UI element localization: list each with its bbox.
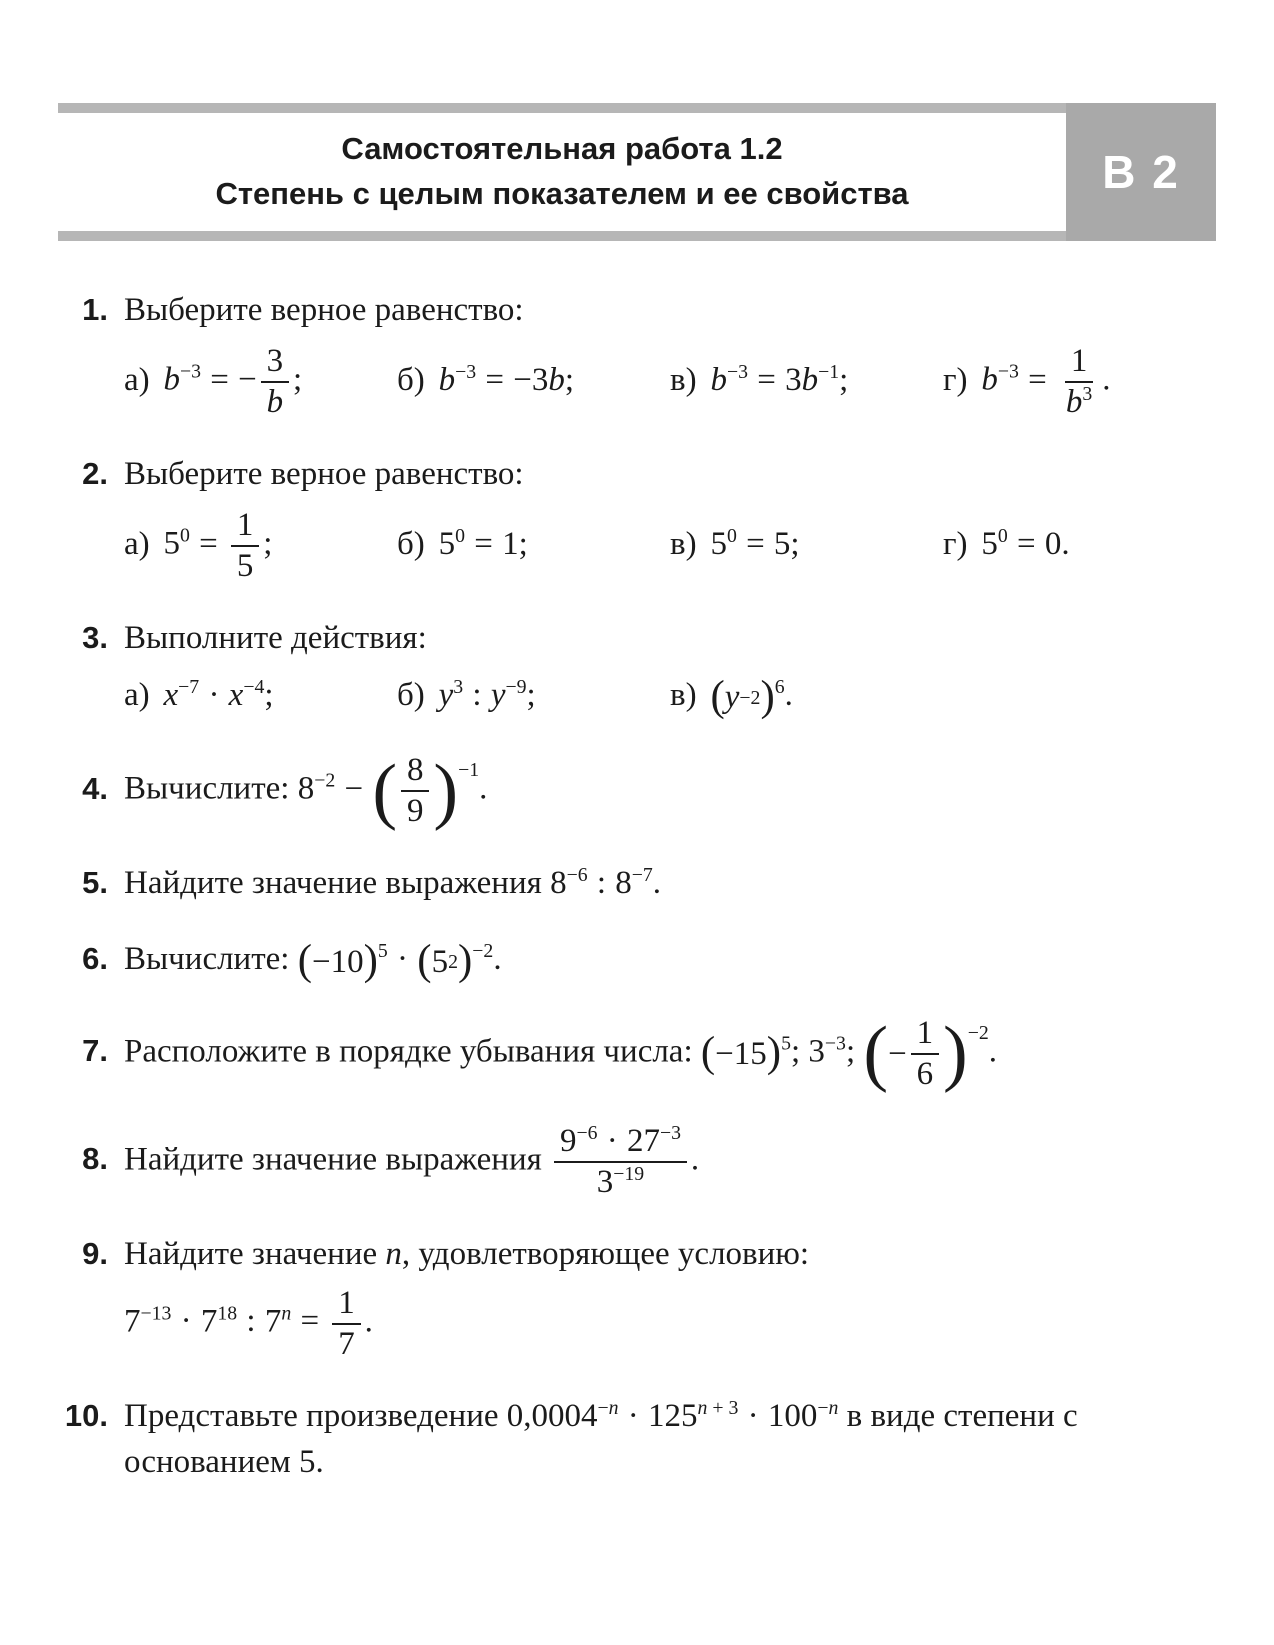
fraction-denominator: 5 (236, 548, 254, 585)
math-text: Найдите значение выражения (124, 1141, 551, 1178)
problem-statement (124, 615, 1216, 661)
problem (58, 860, 1216, 906)
math-superscript: 5 (781, 1032, 791, 1055)
problem (58, 936, 1216, 985)
math-operator: · (180, 1303, 192, 1340)
math-text: −10 (312, 943, 364, 980)
math-superscript: −1 (818, 360, 840, 383)
math-variable: n (697, 1396, 708, 1419)
math-fraction (1060, 343, 1098, 421)
math-superscript: −1 (458, 759, 480, 781)
fraction-numerator: 1 (332, 1285, 360, 1325)
math-operator: · (208, 677, 220, 714)
option-item (943, 520, 1216, 570)
math-operator: = (199, 525, 218, 562)
option-label: а) (124, 361, 150, 398)
math-superscript: 0 (997, 524, 1008, 547)
problem-extra-expression (124, 1285, 1216, 1363)
math-operator: = (746, 525, 765, 562)
math-superscript: −7 (178, 676, 200, 699)
math-variable: n (608, 1396, 619, 1419)
math-variable: b (548, 361, 565, 398)
worksheet-title-line1: Самостоятельная работа 1.2 (341, 131, 783, 166)
math-variable: n (385, 1235, 402, 1272)
math-text: Найдите значение выражения (124, 865, 551, 902)
math-operator: = (1017, 525, 1036, 562)
problem-number: 4. (82, 770, 108, 806)
math-text: 0. (1044, 525, 1070, 562)
math-text: в виде степени с основанием 5. (124, 1397, 1078, 1480)
paren-content (397, 752, 433, 830)
math-fraction (332, 1285, 360, 1363)
math-text: 5 (710, 525, 727, 562)
math-operator: · (747, 1397, 759, 1434)
problem-options (124, 343, 1216, 421)
option-label: г) (943, 525, 968, 562)
math-operator: · (606, 1122, 618, 1159)
math-text: Вычислите: (124, 941, 298, 978)
problem-statement (124, 1123, 1216, 1201)
math-superscript: 5 (377, 940, 388, 963)
math-text: . (652, 865, 662, 902)
paren-content (715, 1031, 767, 1077)
math-operator: = (485, 361, 505, 398)
option-label: б) (397, 677, 425, 714)
math-fraction (231, 507, 259, 585)
problem-statement (124, 287, 1216, 333)
math-text: 5 (981, 525, 998, 562)
math-superscript: −4 (243, 676, 265, 699)
problem-statement (124, 1393, 1216, 1485)
math-text: 7 (264, 1303, 282, 1340)
math-variable: b (438, 361, 456, 398)
fraction-numerator: 8 (401, 752, 429, 792)
open-paren: ( (297, 937, 312, 985)
problem-statement (124, 749, 1216, 832)
fraction-numerator: 1 (1065, 343, 1093, 383)
math-superscript: −9 (505, 676, 527, 699)
math-text: Представьте произведение 0,0004 (124, 1397, 598, 1434)
math-text: −15 (715, 1035, 767, 1072)
problem (58, 1393, 1216, 1485)
math-variable: y (724, 678, 740, 715)
math-text: Выберите верное равенство: (124, 291, 524, 328)
problem-number: 3. (82, 620, 108, 655)
math-fraction (401, 752, 429, 830)
math-text: + 3 (707, 1396, 739, 1419)
math-text: 8 (615, 865, 632, 902)
math-variable: x (228, 677, 244, 714)
math-superscript: −3 (824, 1032, 846, 1055)
problem (58, 749, 1216, 832)
math-superscript (598, 1397, 619, 1419)
math-variable: y (438, 677, 454, 714)
open-paren: ( (710, 673, 725, 721)
problem-body (124, 287, 1216, 421)
math-paren-group (710, 673, 774, 723)
problem-statement (124, 936, 1216, 985)
math-superscript: −2 (314, 769, 336, 792)
math-fraction (554, 1123, 687, 1201)
close-paren: ) (457, 937, 473, 985)
option-item (670, 671, 943, 722)
problem-body (124, 1123, 1216, 1201)
problem (58, 287, 1216, 421)
paren-content: y −2 (725, 673, 761, 723)
problem-body (124, 860, 1216, 906)
math-text: 5 (431, 943, 449, 980)
math-text: . (784, 677, 793, 714)
problem-statement (124, 1012, 1216, 1095)
math-text: Выполните действия: (124, 620, 427, 656)
math-variable: n (281, 1302, 292, 1325)
math-operator: : (246, 1303, 256, 1340)
math-text: ; (564, 361, 575, 398)
fraction-denominator: 9 (406, 793, 424, 830)
math-operator: = (210, 361, 229, 398)
fraction-numerator: 1 (911, 1015, 939, 1055)
close-paren: ) (760, 673, 775, 721)
math-superscript: −3 (997, 360, 1019, 383)
math-operator: · (397, 941, 409, 978)
math-variable: b (163, 361, 180, 398)
problem-body (124, 451, 1216, 585)
math-variable: x (163, 677, 179, 714)
problem-statement (124, 451, 1216, 497)
math-superscript: −3 (726, 360, 748, 383)
math-superscript: 0 (455, 524, 466, 547)
math-superscript: −2 (472, 940, 494, 963)
option-label: б) (397, 525, 425, 562)
paren-content: 5 2 (432, 939, 458, 985)
problem-number: 2. (82, 455, 108, 491)
header (58, 103, 1216, 241)
close-paren: ) (433, 749, 459, 832)
math-text: . (479, 770, 488, 807)
problem-options (124, 671, 1216, 722)
math-superscript: 0 (180, 524, 190, 547)
fraction-numerator: 3 (261, 343, 289, 383)
problem (58, 615, 1216, 722)
math-paren-group (417, 939, 472, 985)
math-superscript (281, 1302, 291, 1324)
math-variable: b (1065, 383, 1083, 420)
math-fraction (261, 343, 289, 421)
problem-number: 10. (64, 1397, 108, 1433)
math-text: − (238, 361, 257, 398)
math-variable: b (266, 383, 284, 420)
paren-content (312, 939, 364, 985)
math-superscript: −6 (566, 864, 588, 887)
math-text: 9 (559, 1122, 577, 1159)
math-text: 8 (297, 770, 315, 807)
math-paren-group (298, 939, 378, 985)
problem-number: 6. (82, 941, 108, 977)
math-text: −3 (513, 361, 549, 398)
close-paren: ) (363, 937, 378, 985)
problem (58, 451, 1216, 585)
math-text: ; (263, 525, 273, 562)
math-text: 5 (438, 525, 456, 562)
math-text: 8 (550, 865, 567, 902)
option-label: в) (670, 361, 697, 398)
math-superscript: 0 (726, 524, 737, 547)
math-text: ; (845, 1033, 864, 1070)
math-text: , удовлетворяющее условию: (401, 1235, 810, 1272)
math-paren-group (372, 749, 459, 832)
open-paren: ( (863, 1012, 889, 1095)
option-item (124, 671, 397, 721)
variant-badge: В 2 (1066, 103, 1216, 241)
problem-statement (124, 1231, 1216, 1277)
math-text: 1; (502, 525, 528, 562)
option-item (397, 671, 670, 721)
problem-number: 7. (82, 1033, 108, 1069)
math-variable: b (801, 361, 819, 398)
math-operator: = (1028, 361, 1047, 398)
math-text: Выберите верное равенство: (124, 455, 524, 492)
fraction-denominator: 6 (916, 1055, 934, 1092)
math-superscript: −2 (967, 1021, 989, 1044)
problem-body (124, 1012, 1216, 1095)
open-paren: ( (372, 749, 398, 832)
problem (58, 1231, 1216, 1363)
math-superscript: −3 (455, 360, 477, 383)
problem (58, 1012, 1216, 1095)
math-operator: : (472, 677, 482, 714)
problem-statement (124, 860, 1216, 906)
math-text: 7 (124, 1303, 141, 1340)
math-operator: = (757, 361, 776, 398)
problem-number: 5. (82, 865, 108, 901)
option-label: г) (943, 361, 968, 398)
paren-content (888, 1015, 943, 1093)
header-bottom-bar (58, 231, 1216, 241)
option-item (943, 343, 1216, 421)
math-text: . (493, 941, 502, 978)
math-text: . (690, 1141, 700, 1178)
math-text: − (817, 1396, 829, 1419)
problem-body (124, 749, 1216, 832)
problem-body (124, 936, 1216, 985)
math-text: ; (839, 361, 849, 398)
option-item (124, 343, 397, 421)
option-item (670, 520, 943, 570)
math-superscript: −13 (140, 1302, 172, 1325)
option-item (124, 507, 397, 585)
math-superscript (817, 1397, 838, 1419)
math-paren-group (701, 1031, 781, 1077)
fraction-numerator (554, 1123, 687, 1163)
math-operator: − (344, 770, 364, 807)
option-label: б) (397, 361, 425, 398)
math-text: Вычислите: (124, 770, 298, 807)
math-superscript: −19 (613, 1162, 645, 1185)
math-text: Найдите значение (124, 1235, 386, 1272)
math-text: 5 (163, 525, 180, 562)
math-superscript: −3 (659, 1121, 682, 1144)
math-superscript: 3 (453, 676, 464, 699)
math-text: 125 (648, 1397, 698, 1434)
problem-body (124, 1393, 1216, 1485)
math-variable: b (710, 361, 727, 398)
problem-number: 1. (82, 291, 108, 327)
math-superscript: 18 (217, 1302, 238, 1325)
math-text: 3 (808, 1033, 825, 1070)
math-operator: = (300, 1303, 320, 1340)
math-operator: · (627, 1397, 639, 1434)
math-text: ; (293, 361, 303, 398)
fraction-denominator (591, 1163, 650, 1201)
math-text: − (888, 1035, 907, 1072)
problem-options (124, 507, 1216, 585)
worksheet-title (58, 113, 1216, 231)
option-label: а) (124, 525, 150, 562)
problem-number: 8. (82, 1141, 108, 1177)
fraction-denominator (261, 383, 289, 421)
math-text: Расположите в порядке убывания числа: (124, 1033, 701, 1070)
problems-list (58, 287, 1216, 1485)
math-text: 3 (785, 361, 802, 398)
option-label: в) (670, 525, 697, 562)
math-paren-group (863, 1012, 968, 1095)
math-superscript: −3 (180, 360, 202, 383)
option-label: в) (670, 677, 697, 714)
math-operator: : (596, 865, 607, 902)
math-variable: y (490, 677, 506, 714)
open-paren: ( (700, 1029, 716, 1077)
problem-number: 9. (82, 1235, 108, 1271)
problem (58, 1123, 1216, 1201)
math-fraction (911, 1015, 939, 1093)
close-paren: ) (943, 1012, 968, 1095)
math-variable: n (828, 1396, 839, 1419)
math-superscript: −7 (631, 864, 653, 887)
option-item (397, 356, 670, 406)
math-text: ; (264, 677, 274, 714)
math-superscript: 6 (774, 676, 785, 699)
math-superscript (698, 1397, 739, 1419)
math-text: 3 (596, 1163, 614, 1200)
fraction-denominator (1060, 383, 1098, 421)
fraction-denominator: 7 (338, 1325, 355, 1362)
math-variable: b (981, 361, 998, 398)
math-text: . (364, 1303, 373, 1340)
option-item (397, 520, 670, 570)
math-operator: = (474, 525, 493, 562)
fraction-numerator: 1 (231, 507, 259, 547)
math-text: 100 (767, 1397, 818, 1434)
problem-body (124, 615, 1216, 722)
option-item (670, 356, 943, 406)
math-text: 5; (773, 525, 800, 562)
math-superscript: −6 (576, 1121, 598, 1144)
worksheet-title-line2: Степень с целым показателем и ее свойства (215, 175, 909, 211)
math-text: 27 (626, 1122, 660, 1159)
math-text: . (988, 1033, 998, 1070)
math-text: . (1102, 361, 1111, 398)
math-text: ; (790, 1033, 809, 1070)
open-paren: ( (417, 937, 432, 985)
math-text: − (597, 1396, 609, 1419)
math-superscript: 3 (1082, 382, 1093, 405)
math-text: ; (526, 677, 536, 714)
math-text: 7 (200, 1303, 218, 1340)
close-paren: ) (766, 1029, 782, 1077)
option-label: а) (124, 677, 150, 714)
problem-body (124, 1231, 1216, 1363)
header-top-bar (58, 103, 1216, 113)
worksheet-page (0, 103, 1274, 1555)
